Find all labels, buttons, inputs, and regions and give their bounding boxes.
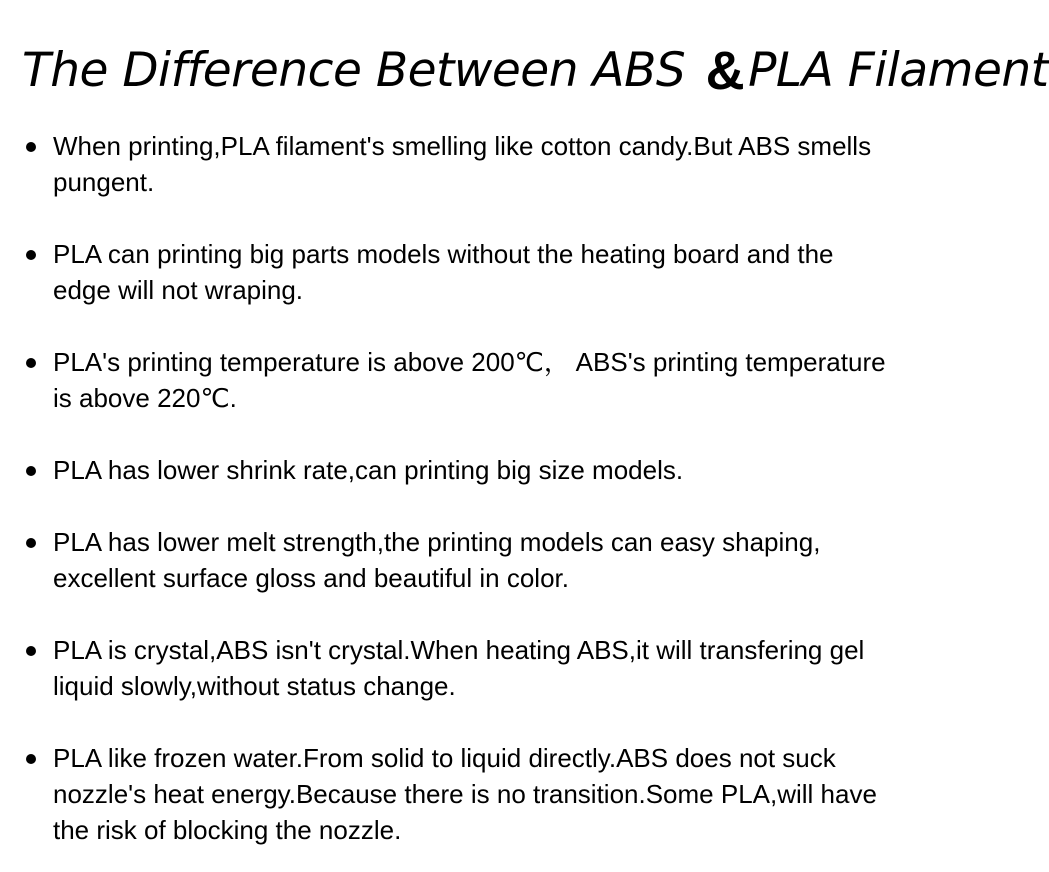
bullet-dot-icon [26, 538, 36, 548]
bullet-text: When printing,PLA filament's smelling like cotton candy.But ABS smells pungent. [53, 131, 872, 197]
title-prefix: The Difference Between ABS [22, 43, 700, 98]
bullet-dot-icon [26, 358, 36, 368]
bullet-dot-icon [26, 142, 36, 152]
page-title [22, 38, 1049, 101]
bullet-dot-icon [26, 754, 36, 764]
bullet-text: PLA like frozen water.From solid to liquid directly.ABS does not suck nozzle's heat energy.Because there is no transition.Some PLA,will have the risk of blocking the nozzle. [53, 743, 877, 845]
bullet-text: PLA can printing big parts models without the heating board and the edge will not wraping. [53, 239, 834, 305]
bullet-text: PLA is crystal,ABS isn't crystal.When heating ABS,it will transfering gel liquid slowly,without status change. [53, 635, 865, 701]
title-suffix: PLA Filament [748, 43, 1049, 98]
bullet-dot-icon [26, 646, 36, 656]
bullet-dot-icon [26, 466, 36, 476]
bullet-text: PLA has lower melt strength,the printing models can easy shaping, excellent surface gloss and beautiful in color. [53, 527, 821, 593]
bullet-text: PLA has lower shrink rate,can printing big size models. [53, 455, 684, 485]
bullet-text: PLA's printing temperature is above 200℃， ABS's printing temperature is above 220℃. [53, 347, 886, 413]
bullet-dot-icon [26, 250, 36, 260]
title-ampersand: & [705, 41, 745, 101]
